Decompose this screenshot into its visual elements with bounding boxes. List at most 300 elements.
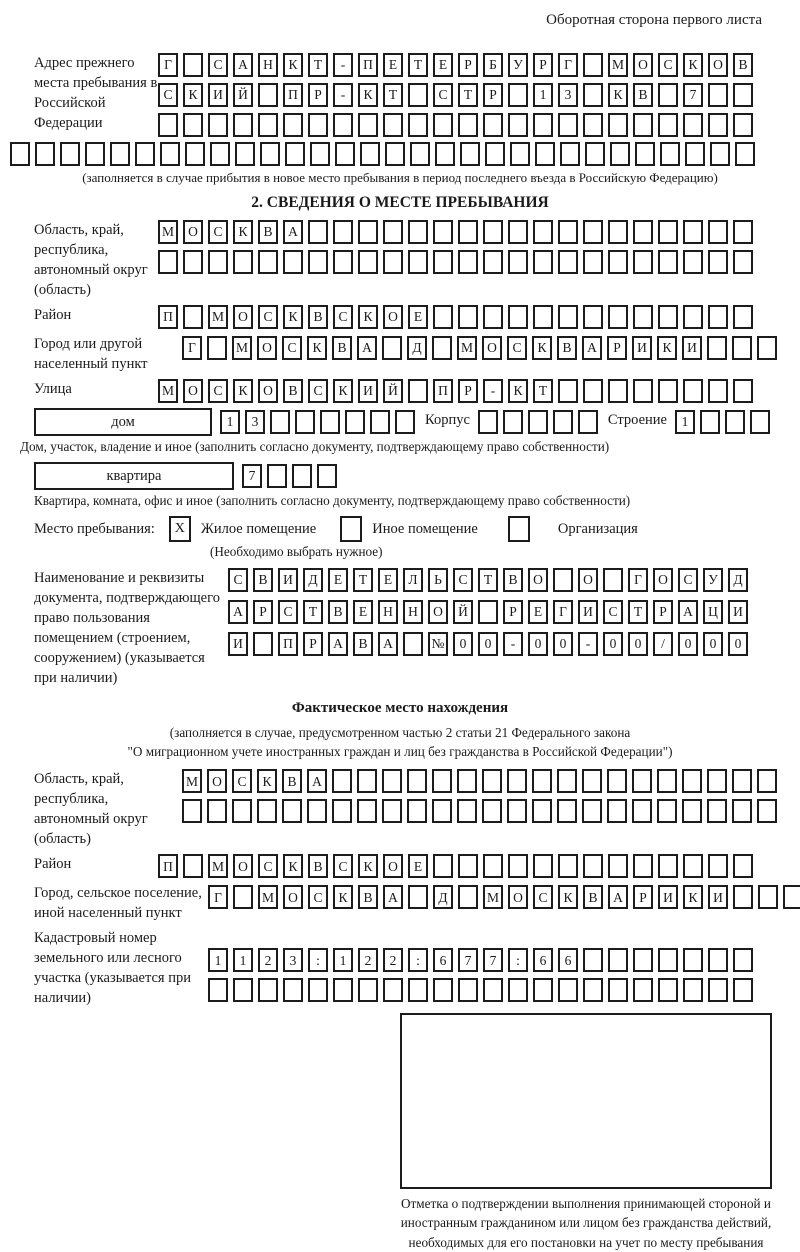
char-cell[interactable]	[708, 978, 728, 1002]
char-cell[interactable]: С	[433, 83, 453, 107]
char-cell[interactable]	[683, 305, 703, 329]
char-cell[interactable]: О	[578, 568, 598, 592]
checkbox-inoe[interactable]	[340, 516, 362, 542]
char-cell[interactable]	[682, 799, 702, 823]
char-cell[interactable]: Й	[383, 379, 403, 403]
char-cell[interactable]	[208, 978, 228, 1002]
char-cell[interactable]: 2	[358, 948, 378, 972]
char-cell[interactable]: :	[408, 948, 428, 972]
char-cell[interactable]	[208, 250, 228, 274]
char-cell[interactable]	[708, 379, 728, 403]
char-cell[interactable]: К	[683, 885, 703, 909]
char-cell[interactable]	[320, 410, 340, 434]
char-cell[interactable]: П	[278, 632, 298, 656]
char-cell[interactable]	[408, 250, 428, 274]
char-cell[interactable]: Е	[433, 53, 453, 77]
char-cell[interactable]	[508, 978, 528, 1002]
char-cell[interactable]	[560, 142, 580, 166]
char-cell[interactable]	[757, 336, 777, 360]
char-cell[interactable]	[183, 250, 203, 274]
char-cell[interactable]: Т	[303, 600, 323, 624]
char-cell[interactable]: 0	[728, 632, 748, 656]
char-cell[interactable]	[683, 978, 703, 1002]
char-cell[interactable]	[508, 854, 528, 878]
char-cell[interactable]: М	[182, 769, 202, 793]
char-cell[interactable]	[458, 978, 478, 1002]
char-cell[interactable]: Е	[383, 53, 403, 77]
char-cell[interactable]	[608, 379, 628, 403]
char-cell[interactable]: С	[232, 769, 252, 793]
char-cell[interactable]: С	[228, 568, 248, 592]
char-cell[interactable]: О	[183, 379, 203, 403]
char-cell[interactable]	[707, 336, 727, 360]
char-cell[interactable]: Б	[483, 53, 503, 77]
char-cell[interactable]	[708, 220, 728, 244]
char-cell[interactable]	[732, 336, 752, 360]
char-cell[interactable]: А	[678, 600, 698, 624]
char-cell[interactable]: М	[158, 379, 178, 403]
char-cell[interactable]	[458, 113, 478, 137]
char-cell[interactable]: 0	[603, 632, 623, 656]
char-cell[interactable]: 1	[220, 410, 240, 434]
char-cell[interactable]	[535, 142, 555, 166]
char-cell[interactable]	[332, 799, 352, 823]
char-cell[interactable]	[482, 769, 502, 793]
char-cell[interactable]	[532, 769, 552, 793]
char-cell[interactable]	[267, 464, 287, 488]
char-cell[interactable]	[458, 250, 478, 274]
char-cell[interactable]	[295, 410, 315, 434]
char-cell[interactable]	[608, 220, 628, 244]
char-cell[interactable]	[160, 142, 180, 166]
char-cell[interactable]	[582, 799, 602, 823]
char-cell[interactable]: Р	[533, 53, 553, 77]
char-cell[interactable]	[308, 250, 328, 274]
char-cell[interactable]: 6	[533, 948, 553, 972]
char-cell[interactable]	[732, 799, 752, 823]
char-cell[interactable]	[633, 854, 653, 878]
char-cell[interactable]	[533, 113, 553, 137]
char-cell[interactable]	[410, 142, 430, 166]
char-cell[interactable]	[658, 978, 678, 1002]
char-cell[interactable]	[757, 799, 777, 823]
char-cell[interactable]: В	[557, 336, 577, 360]
char-cell[interactable]: А	[228, 600, 248, 624]
char-cell[interactable]	[635, 142, 655, 166]
char-cell[interactable]	[708, 854, 728, 878]
char-cell[interactable]: И	[358, 379, 378, 403]
char-cell[interactable]	[608, 978, 628, 1002]
char-cell[interactable]	[403, 632, 423, 656]
char-cell[interactable]: А	[283, 220, 303, 244]
char-cell[interactable]	[345, 410, 365, 434]
char-cell[interactable]	[658, 250, 678, 274]
char-cell[interactable]: О	[482, 336, 502, 360]
char-cell[interactable]	[483, 250, 503, 274]
char-cell[interactable]: В	[503, 568, 523, 592]
char-cell[interactable]: П	[283, 83, 303, 107]
char-cell[interactable]: К	[307, 336, 327, 360]
char-cell[interactable]	[603, 568, 623, 592]
char-cell[interactable]	[633, 250, 653, 274]
char-cell[interactable]: Т	[628, 600, 648, 624]
char-cell[interactable]: Т	[408, 53, 428, 77]
char-cell[interactable]: М	[208, 854, 228, 878]
char-cell[interactable]	[553, 568, 573, 592]
char-cell[interactable]: С	[208, 220, 228, 244]
char-cell[interactable]	[358, 250, 378, 274]
char-cell[interactable]	[433, 250, 453, 274]
char-cell[interactable]: С	[603, 600, 623, 624]
char-cell[interactable]: 7	[483, 948, 503, 972]
char-cell[interactable]	[270, 410, 290, 434]
char-cell[interactable]: О	[708, 53, 728, 77]
char-cell[interactable]	[507, 799, 527, 823]
char-cell[interactable]	[307, 799, 327, 823]
char-cell[interactable]	[508, 113, 528, 137]
char-cell[interactable]	[735, 142, 755, 166]
checkbox-organizatsiya[interactable]	[508, 516, 530, 542]
char-cell[interactable]	[683, 250, 703, 274]
char-cell[interactable]	[357, 769, 377, 793]
char-cell[interactable]: П	[358, 53, 378, 77]
char-cell[interactable]	[232, 799, 252, 823]
char-cell[interactable]: С	[507, 336, 527, 360]
char-cell[interactable]: :	[508, 948, 528, 972]
char-cell[interactable]	[257, 799, 277, 823]
char-cell[interactable]: -	[483, 379, 503, 403]
char-cell[interactable]	[408, 885, 428, 909]
char-cell[interactable]: Д	[433, 885, 453, 909]
char-cell[interactable]	[683, 948, 703, 972]
char-cell[interactable]	[478, 410, 498, 434]
char-cell[interactable]	[578, 410, 598, 434]
char-cell[interactable]: И	[228, 632, 248, 656]
char-cell[interactable]	[483, 305, 503, 329]
char-cell[interactable]: С	[308, 885, 328, 909]
char-cell[interactable]: 0	[703, 632, 723, 656]
char-cell[interactable]	[708, 305, 728, 329]
char-cell[interactable]	[292, 464, 312, 488]
char-cell[interactable]	[532, 799, 552, 823]
char-cell[interactable]: О	[508, 885, 528, 909]
char-cell[interactable]: Р	[253, 600, 273, 624]
char-cell[interactable]	[660, 142, 680, 166]
char-cell[interactable]: Г	[553, 600, 573, 624]
char-cell[interactable]	[658, 854, 678, 878]
char-cell[interactable]: В	[332, 336, 352, 360]
char-cell[interactable]	[510, 142, 530, 166]
char-cell[interactable]	[583, 113, 603, 137]
char-cell[interactable]: 2	[383, 948, 403, 972]
char-cell[interactable]: В	[253, 568, 273, 592]
char-cell[interactable]	[333, 113, 353, 137]
char-cell[interactable]	[383, 978, 403, 1002]
char-cell[interactable]: П	[433, 379, 453, 403]
char-cell[interactable]	[207, 799, 227, 823]
char-cell[interactable]: К	[257, 769, 277, 793]
char-cell[interactable]: 0	[553, 632, 573, 656]
char-cell[interactable]	[682, 769, 702, 793]
char-cell[interactable]: С	[333, 854, 353, 878]
char-cell[interactable]	[458, 305, 478, 329]
char-cell[interactable]	[408, 379, 428, 403]
char-cell[interactable]	[558, 220, 578, 244]
char-cell[interactable]: 0	[453, 632, 473, 656]
char-cell[interactable]: Т	[383, 83, 403, 107]
char-cell[interactable]	[395, 410, 415, 434]
char-cell[interactable]	[583, 948, 603, 972]
char-cell[interactable]	[633, 220, 653, 244]
char-cell[interactable]	[308, 220, 328, 244]
char-cell[interactable]	[310, 142, 330, 166]
char-cell[interactable]: И	[728, 600, 748, 624]
char-cell[interactable]	[607, 799, 627, 823]
char-cell[interactable]	[708, 113, 728, 137]
char-cell[interactable]: К	[532, 336, 552, 360]
char-cell[interactable]: О	[207, 769, 227, 793]
char-cell[interactable]: В	[328, 600, 348, 624]
char-cell[interactable]	[317, 464, 337, 488]
char-cell[interactable]	[283, 113, 303, 137]
char-cell[interactable]: И	[208, 83, 228, 107]
char-cell[interactable]	[332, 769, 352, 793]
char-cell[interactable]	[60, 142, 80, 166]
char-cell[interactable]: 7	[242, 464, 262, 488]
char-cell[interactable]: С	[533, 885, 553, 909]
char-cell[interactable]	[207, 336, 227, 360]
char-cell[interactable]	[558, 978, 578, 1002]
char-cell[interactable]	[783, 885, 800, 909]
char-cell[interactable]: Е	[408, 854, 428, 878]
char-cell[interactable]: А	[378, 632, 398, 656]
char-cell[interactable]: К	[358, 305, 378, 329]
char-cell[interactable]	[610, 142, 630, 166]
char-cell[interactable]: У	[508, 53, 528, 77]
checkbox-zhiloe[interactable]: X	[169, 516, 191, 542]
char-cell[interactable]: К	[657, 336, 677, 360]
char-cell[interactable]	[657, 769, 677, 793]
char-cell[interactable]: Д	[728, 568, 748, 592]
char-cell[interactable]	[357, 799, 377, 823]
char-cell[interactable]	[360, 142, 380, 166]
char-cell[interactable]: 0	[478, 632, 498, 656]
char-cell[interactable]	[657, 799, 677, 823]
char-cell[interactable]: -	[578, 632, 598, 656]
char-cell[interactable]	[483, 220, 503, 244]
char-cell[interactable]: 7	[683, 83, 703, 107]
char-cell[interactable]: С	[453, 568, 473, 592]
char-cell[interactable]	[258, 113, 278, 137]
char-cell[interactable]	[733, 978, 753, 1002]
char-cell[interactable]	[533, 250, 553, 274]
char-cell[interactable]: -	[333, 83, 353, 107]
char-cell[interactable]	[733, 885, 753, 909]
char-cell[interactable]: 3	[283, 948, 303, 972]
char-cell[interactable]	[583, 53, 603, 77]
char-cell[interactable]	[333, 250, 353, 274]
char-cell[interactable]	[258, 83, 278, 107]
char-cell[interactable]	[683, 379, 703, 403]
char-cell[interactable]: Н	[403, 600, 423, 624]
char-cell[interactable]	[333, 978, 353, 1002]
char-cell[interactable]: К	[233, 220, 253, 244]
char-cell[interactable]: И	[708, 885, 728, 909]
char-cell[interactable]: О	[428, 600, 448, 624]
char-cell[interactable]	[433, 305, 453, 329]
char-cell[interactable]: О	[258, 379, 278, 403]
char-cell[interactable]: А	[307, 769, 327, 793]
char-cell[interactable]	[558, 250, 578, 274]
char-cell[interactable]: О	[257, 336, 277, 360]
char-cell[interactable]: 1	[233, 948, 253, 972]
char-cell[interactable]	[733, 948, 753, 972]
char-cell[interactable]: Е	[528, 600, 548, 624]
char-cell[interactable]	[260, 142, 280, 166]
char-cell[interactable]	[582, 769, 602, 793]
char-cell[interactable]	[632, 799, 652, 823]
char-cell[interactable]: О	[528, 568, 548, 592]
char-cell[interactable]	[558, 854, 578, 878]
char-cell[interactable]	[633, 948, 653, 972]
char-cell[interactable]: О	[653, 568, 673, 592]
char-cell[interactable]: П	[158, 854, 178, 878]
char-cell[interactable]	[583, 978, 603, 1002]
char-cell[interactable]	[483, 978, 503, 1002]
char-cell[interactable]: О	[383, 305, 403, 329]
char-cell[interactable]	[333, 220, 353, 244]
char-cell[interactable]: С	[258, 305, 278, 329]
char-cell[interactable]: С	[208, 53, 228, 77]
char-cell[interactable]: Ь	[428, 568, 448, 592]
char-cell[interactable]	[558, 305, 578, 329]
char-cell[interactable]	[182, 799, 202, 823]
char-cell[interactable]: 0	[678, 632, 698, 656]
char-cell[interactable]	[608, 305, 628, 329]
char-cell[interactable]: С	[333, 305, 353, 329]
char-cell[interactable]: 6	[433, 948, 453, 972]
char-cell[interactable]: П	[158, 305, 178, 329]
char-cell[interactable]: Е	[408, 305, 428, 329]
char-cell[interactable]	[460, 142, 480, 166]
char-cell[interactable]: -	[333, 53, 353, 77]
char-cell[interactable]: Р	[458, 53, 478, 77]
char-cell[interactable]	[658, 113, 678, 137]
char-cell[interactable]	[283, 250, 303, 274]
char-cell[interactable]	[508, 220, 528, 244]
char-cell[interactable]: Г	[182, 336, 202, 360]
char-cell[interactable]: К	[333, 885, 353, 909]
char-cell[interactable]	[557, 799, 577, 823]
char-cell[interactable]: 1	[208, 948, 228, 972]
char-cell[interactable]: К	[683, 53, 703, 77]
char-cell[interactable]: К	[358, 854, 378, 878]
char-cell[interactable]: К	[283, 305, 303, 329]
char-cell[interactable]: Й	[233, 83, 253, 107]
char-cell[interactable]: :	[308, 948, 328, 972]
char-cell[interactable]: В	[633, 83, 653, 107]
char-cell[interactable]	[407, 799, 427, 823]
char-cell[interactable]	[732, 769, 752, 793]
char-cell[interactable]: А	[233, 53, 253, 77]
char-cell[interactable]: К	[508, 379, 528, 403]
char-cell[interactable]	[233, 885, 253, 909]
char-cell[interactable]	[683, 220, 703, 244]
char-cell[interactable]	[758, 885, 778, 909]
char-cell[interactable]	[608, 250, 628, 274]
char-cell[interactable]	[183, 113, 203, 137]
char-cell[interactable]: 6	[558, 948, 578, 972]
char-cell[interactable]	[158, 113, 178, 137]
char-cell[interactable]: /	[653, 632, 673, 656]
char-cell[interactable]	[533, 854, 553, 878]
char-cell[interactable]: С	[282, 336, 302, 360]
char-cell[interactable]	[408, 220, 428, 244]
char-cell[interactable]	[233, 113, 253, 137]
char-cell[interactable]: Г	[158, 53, 178, 77]
char-cell[interactable]: К	[358, 83, 378, 107]
char-cell[interactable]: И	[578, 600, 598, 624]
char-cell[interactable]: К	[333, 379, 353, 403]
char-cell[interactable]: В	[308, 305, 328, 329]
char-cell[interactable]: Н	[378, 600, 398, 624]
char-cell[interactable]: И	[658, 885, 678, 909]
char-cell[interactable]	[158, 250, 178, 274]
char-cell[interactable]	[583, 250, 603, 274]
char-cell[interactable]: И	[278, 568, 298, 592]
char-cell[interactable]	[633, 305, 653, 329]
char-cell[interactable]	[457, 799, 477, 823]
char-cell[interactable]	[258, 250, 278, 274]
char-cell[interactable]	[183, 305, 203, 329]
char-cell[interactable]: Р	[483, 83, 503, 107]
char-cell[interactable]: 1	[533, 83, 553, 107]
char-cell[interactable]	[733, 250, 753, 274]
char-cell[interactable]: В	[282, 769, 302, 793]
char-cell[interactable]	[583, 305, 603, 329]
char-cell[interactable]: 2	[258, 948, 278, 972]
char-cell[interactable]	[508, 83, 528, 107]
char-cell[interactable]	[528, 410, 548, 434]
char-cell[interactable]: 0	[528, 632, 548, 656]
char-cell[interactable]	[432, 769, 452, 793]
char-cell[interactable]	[685, 142, 705, 166]
char-cell[interactable]	[608, 948, 628, 972]
char-cell[interactable]	[583, 379, 603, 403]
char-cell[interactable]	[233, 978, 253, 1002]
char-cell[interactable]: О	[233, 305, 253, 329]
char-cell[interactable]	[285, 142, 305, 166]
char-cell[interactable]: Д	[407, 336, 427, 360]
char-cell[interactable]: К	[608, 83, 628, 107]
char-cell[interactable]	[583, 854, 603, 878]
char-cell[interactable]: У	[703, 568, 723, 592]
char-cell[interactable]	[585, 142, 605, 166]
char-cell[interactable]	[335, 142, 355, 166]
char-cell[interactable]	[258, 978, 278, 1002]
char-cell[interactable]: С	[258, 854, 278, 878]
char-cell[interactable]	[85, 142, 105, 166]
char-cell[interactable]	[633, 379, 653, 403]
char-cell[interactable]: Р	[503, 600, 523, 624]
char-cell[interactable]: Е	[353, 600, 373, 624]
char-cell[interactable]: В	[733, 53, 753, 77]
char-cell[interactable]: Д	[303, 568, 323, 592]
char-cell[interactable]	[10, 142, 30, 166]
char-cell[interactable]: Т	[458, 83, 478, 107]
char-cell[interactable]	[433, 854, 453, 878]
char-cell[interactable]: Л	[403, 568, 423, 592]
